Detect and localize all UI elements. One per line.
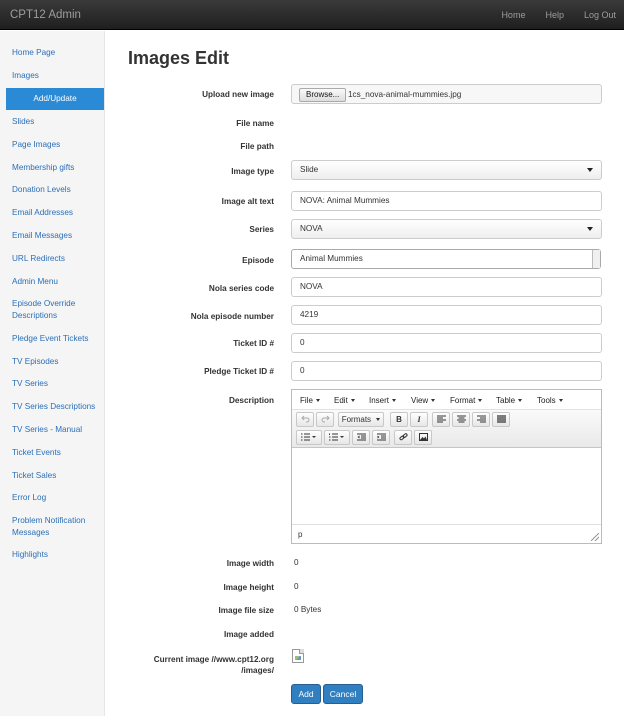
page-title: Images Edit xyxy=(128,48,230,68)
align-left-icon[interactable] xyxy=(432,412,450,427)
sidebar-item-ticket-events[interactable]: Ticket Events xyxy=(12,448,61,457)
upload-file-input[interactable] xyxy=(291,84,602,104)
sidebar-item-error-log[interactable]: Error Log xyxy=(12,493,47,502)
sidebar-item-tv-episodes[interactable]: TV Episodes xyxy=(12,357,59,366)
image-height-value: 0 xyxy=(294,582,299,591)
nav-help-link[interactable]: Help xyxy=(545,10,564,20)
episode-select[interactable] xyxy=(291,249,601,269)
image-width-label: Image width xyxy=(226,559,274,568)
outdent-icon[interactable] xyxy=(352,430,370,445)
nav-logout-link[interactable]: Log Out xyxy=(583,10,616,20)
image-file-size-value: 0 Bytes xyxy=(294,605,322,614)
sidebar-item-tv-series[interactable]: TV Series xyxy=(12,379,48,388)
image-type-label: Image type xyxy=(231,167,274,176)
app-brand[interactable]: CPT12 Admin xyxy=(10,9,81,21)
pledge-ticket-id-label: Pledge Ticket ID # xyxy=(204,367,274,376)
resize-handle-icon[interactable] xyxy=(591,533,599,541)
italic-icon[interactable]: I xyxy=(410,412,428,427)
menu-insert[interactable]: Insert xyxy=(369,396,396,405)
menu-table[interactable]: Table xyxy=(496,396,522,405)
nav-links xyxy=(501,0,616,30)
browse-button[interactable]: Browse... xyxy=(299,88,346,102)
nola-episode-number-input[interactable]: 4219 xyxy=(291,305,602,325)
sidebar-item-tv-series-descriptions[interactable]: TV Series Descriptions xyxy=(12,402,96,411)
nola-series-code-input[interactable]: NOVA xyxy=(291,277,602,297)
undo-icon[interactable] xyxy=(296,412,314,427)
rich-text-editor xyxy=(291,389,602,544)
sidebar-item-episode-override-descriptions[interactable]: Episode Override Descriptions xyxy=(12,299,76,320)
align-center-icon[interactable] xyxy=(452,412,470,427)
chevron-down-icon xyxy=(587,227,593,231)
image-type-select[interactable] xyxy=(291,160,602,180)
sidebar-item-images[interactable]: Images xyxy=(12,71,39,80)
nola-episode-number-label: Nola episode number xyxy=(190,312,274,321)
numbered-list-icon[interactable] xyxy=(324,430,350,445)
menu-format[interactable]: Format xyxy=(450,396,482,405)
redo-icon[interactable] xyxy=(316,412,334,427)
sidebar-item-slides[interactable]: Slides xyxy=(12,117,35,126)
pledge-ticket-id-input[interactable]: 0 xyxy=(291,361,602,381)
sidebar-item-add-update[interactable]: Add/Update xyxy=(6,88,104,110)
current-image-label xyxy=(154,654,274,676)
element-path: p xyxy=(298,530,303,539)
nav-home-link[interactable]: Home xyxy=(501,10,526,20)
broken-image-icon xyxy=(292,649,304,663)
cancel-button[interactable]: Cancel xyxy=(323,684,363,704)
select-stepper-icon xyxy=(592,250,600,268)
bullet-list-icon[interactable] xyxy=(296,430,322,445)
formats-dropdown[interactable] xyxy=(338,412,384,427)
image-added-label: Image added xyxy=(223,630,274,639)
nola-series-code-label: Nola series code xyxy=(208,284,274,293)
align-right-icon[interactable] xyxy=(472,412,490,427)
editor-menubar xyxy=(292,390,601,410)
upload-label: Upload new image xyxy=(202,90,274,99)
alt-text-label: Image alt text xyxy=(221,197,274,206)
sidebar-item-tv-series-manual[interactable]: TV Series - Manual xyxy=(12,425,83,434)
image-width-value: 0 xyxy=(294,558,299,567)
series-select[interactable] xyxy=(291,219,602,239)
link-icon[interactable] xyxy=(394,430,412,445)
description-label: Description xyxy=(228,396,274,405)
sidebar-item-membership-gifts[interactable]: Membership gifts xyxy=(12,163,75,172)
menu-view[interactable]: View xyxy=(411,396,435,405)
align-justify-icon[interactable] xyxy=(492,412,510,427)
sidebar-item-highlights[interactable]: Highlights xyxy=(12,550,48,559)
file-path-label: File path xyxy=(240,142,274,151)
current-image-label-line1: Current image //www.cpt12.org xyxy=(153,655,274,664)
bold-icon[interactable]: B xyxy=(390,412,408,427)
series-value: NOVA xyxy=(300,224,323,233)
episode-value: Animal Mummies xyxy=(300,254,363,263)
episode-label: Episode xyxy=(242,256,274,265)
ticket-id-input[interactable]: 0 xyxy=(291,333,602,353)
image-file-size-label: Image file size xyxy=(218,606,274,615)
formats-label: Formats xyxy=(341,415,372,424)
series-label: Series xyxy=(249,225,274,234)
add-button[interactable]: Add xyxy=(291,684,321,704)
chevron-down-icon xyxy=(376,418,380,421)
top-navbar xyxy=(0,0,624,30)
sidebar-item-donation-levels[interactable]: Donation Levels xyxy=(12,185,71,194)
description-textarea[interactable] xyxy=(292,448,601,524)
sidebar-item-home-page[interactable]: Home Page xyxy=(12,48,56,57)
sidebar-item-url-redirects[interactable]: URL Redirects xyxy=(12,254,65,263)
sidebar-item-problem-notification-messages[interactable]: Problem Notification Messages xyxy=(12,516,86,537)
sidebar-item-email-messages[interactable]: Email Messages xyxy=(12,231,73,240)
sidebar-item-admin-menu[interactable]: Admin Menu xyxy=(12,277,58,286)
chosen-file-name: 1cs_nova-animal-mummies.jpg xyxy=(348,90,462,99)
sidebar-item-ticket-sales[interactable]: Ticket Sales xyxy=(12,471,57,480)
image-height-label: Image height xyxy=(223,583,274,592)
current-image-label-line2: /images/ xyxy=(241,666,274,675)
menu-tools[interactable]: Tools xyxy=(537,396,563,405)
image-type-value: Slide xyxy=(300,165,319,174)
editor-statusbar xyxy=(292,524,601,543)
chevron-down-icon xyxy=(587,168,593,172)
editor-toolbar xyxy=(292,410,601,448)
indent-icon[interactable] xyxy=(372,430,390,445)
sidebar-item-page-images[interactable]: Page Images xyxy=(12,140,61,149)
sidebar xyxy=(0,31,105,716)
sidebar-item-email-addresses[interactable]: Email Addresses xyxy=(12,208,73,217)
image-icon[interactable] xyxy=(414,430,432,445)
sidebar-item-pledge-event-tickets[interactable]: Pledge Event Tickets xyxy=(12,334,89,343)
menu-file[interactable]: File xyxy=(300,396,320,405)
alt-text-input[interactable]: NOVA: Animal Mummies xyxy=(291,191,602,211)
ticket-id-label: Ticket ID # xyxy=(233,339,274,348)
menu-edit[interactable]: Edit xyxy=(334,396,355,405)
file-name-label: File name xyxy=(236,119,274,128)
